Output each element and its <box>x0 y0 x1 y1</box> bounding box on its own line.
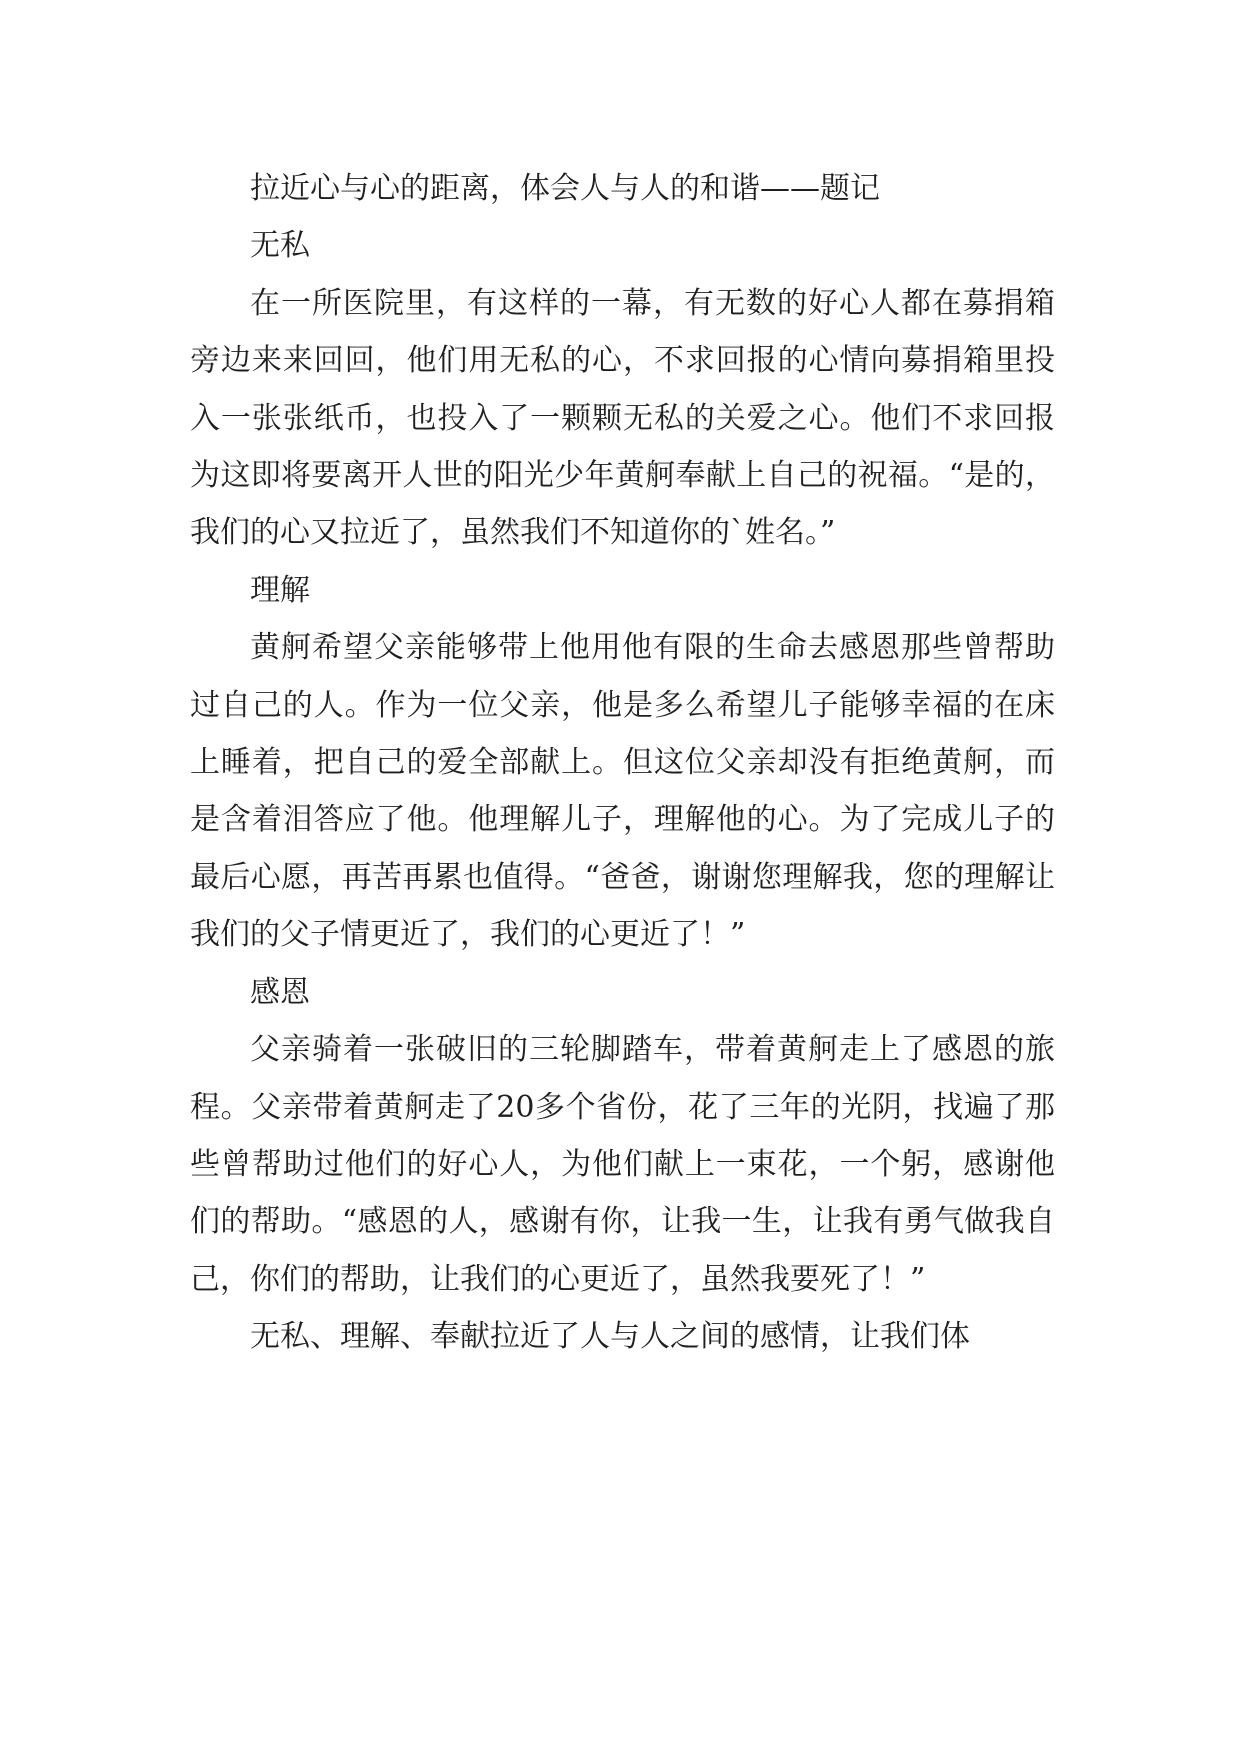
section-heading-selfless: 无私 <box>250 228 310 264</box>
paragraph-gratitude: 父亲骑着一张破旧的三轮脚踏车，带着黄舸走上了感恩的旅程。父亲带着黄舸走了20多个省份，花了三年的光阴，找遍了那些曾帮助过他们的好心人，为他们献上一束花，一个躬，感谢他们的帮助。“感恩的人，感谢有你，让我一生，让我有勇气做我自己，你们的帮助，让我们的心更近了，虽然我要死了！” <box>190 1032 1055 1297</box>
paragraph-selfless: 在一所医院里，有这样的一幕，有无数的好心人都在募捐箱旁边来来回回，他们用无私的心，不求回报的心情向募捐箱里投入一张张纸币，也投入了一颗颗无私的关爱之心。他们不求回报为这即将要离开人世的阳光少年黄舸奉献上自己的祝福。“是的，我们的心又拉近了，虽然我们不知道你的`姓名。” <box>190 285 1055 551</box>
document-body <box>190 160 1055 1366</box>
section-heading-gratitude: 感恩 <box>250 974 310 1010</box>
paragraph-understanding: 黄舸希望父亲能够带上他用他有限的生命去感恩那些曾帮助过自己的人。作为一位父亲，他是多么希望儿子能够幸福的在床上睡着，把自己的爱全部献上。但这位父亲却没有拒绝黄舸，而是含着泪答应了他。他理解儿子，理解他的心。为了完成儿子的最后心愿，再苦再累也值得。“爸爸，谢谢您理解我，您的理解让我们的父子情更近了，我们的心更近了！” <box>190 630 1055 953</box>
epigraph: 拉近心与心的距离，体会人与人的和谐——题记 <box>250 171 880 206</box>
paragraph-conclusion: 无私、理解、奉献拉近了人与人之间的感情，让我们体 <box>250 1319 970 1355</box>
section-heading-understanding: 理解 <box>250 572 310 608</box>
